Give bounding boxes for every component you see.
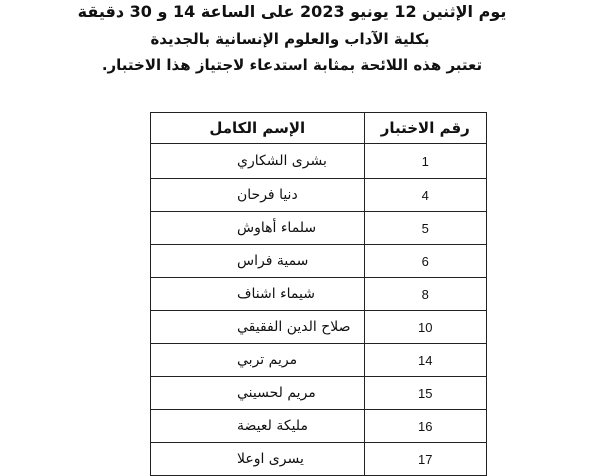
full-name-cell: سمية فراس [151, 245, 365, 278]
full-name-cell: بشرى الشكاري [151, 144, 365, 179]
exam-number-cell: 6 [364, 245, 486, 278]
full-name-cell: سلماء أهاوش [151, 212, 365, 245]
exam-date-line: يوم الإثنين 12 يونيو 2023 على الساعة 14 و 30 دقيقة [77, 2, 507, 21]
table-row [151, 179, 487, 212]
full-name-cell: مريم لحسيني [151, 377, 365, 410]
full-name-cell: شيماء اشناف [151, 278, 365, 311]
column-header-number: رقم الاختبار [364, 113, 486, 144]
exam-number-cell: 16 [364, 410, 486, 443]
exam-number-cell: 8 [364, 278, 486, 311]
full-name-cell: صلاح الدين الفقيقي [151, 311, 365, 344]
full-name-cell: دنيا فرحان [151, 179, 365, 212]
exam-number-cell: 17 [364, 443, 486, 476]
table-row [151, 443, 487, 476]
column-header-name: الإسم الكامل [151, 113, 365, 144]
exam-number-cell: 4 [364, 179, 486, 212]
exam-number-cell: 14 [364, 344, 486, 377]
candidate-table [150, 112, 487, 476]
convocation-notice-line: تعتبر هذه اللائحة بمثابة استدعاء لاجتياز هذا الاختبار. [101, 56, 483, 74]
table-row [151, 410, 487, 443]
exam-location-line: بكلية الآداب والعلوم الإنسانية بالجديدة [150, 30, 430, 48]
exam-number-cell: 10 [364, 311, 486, 344]
table-row [151, 311, 487, 344]
table-row [151, 212, 487, 245]
table-row [151, 144, 487, 179]
full-name-cell: مليكة لعيضة [151, 410, 365, 443]
exam-number-cell: 5 [364, 212, 486, 245]
table-header-row [151, 113, 487, 144]
table-row [151, 245, 487, 278]
table-row [151, 344, 487, 377]
exam-number-cell: 1 [364, 144, 486, 179]
table-row [151, 278, 487, 311]
full-name-cell: مريم تربي [151, 344, 365, 377]
exam-number-cell: 15 [364, 377, 486, 410]
table-row [151, 377, 487, 410]
full-name-cell: يسرى اوعلا [151, 443, 365, 476]
